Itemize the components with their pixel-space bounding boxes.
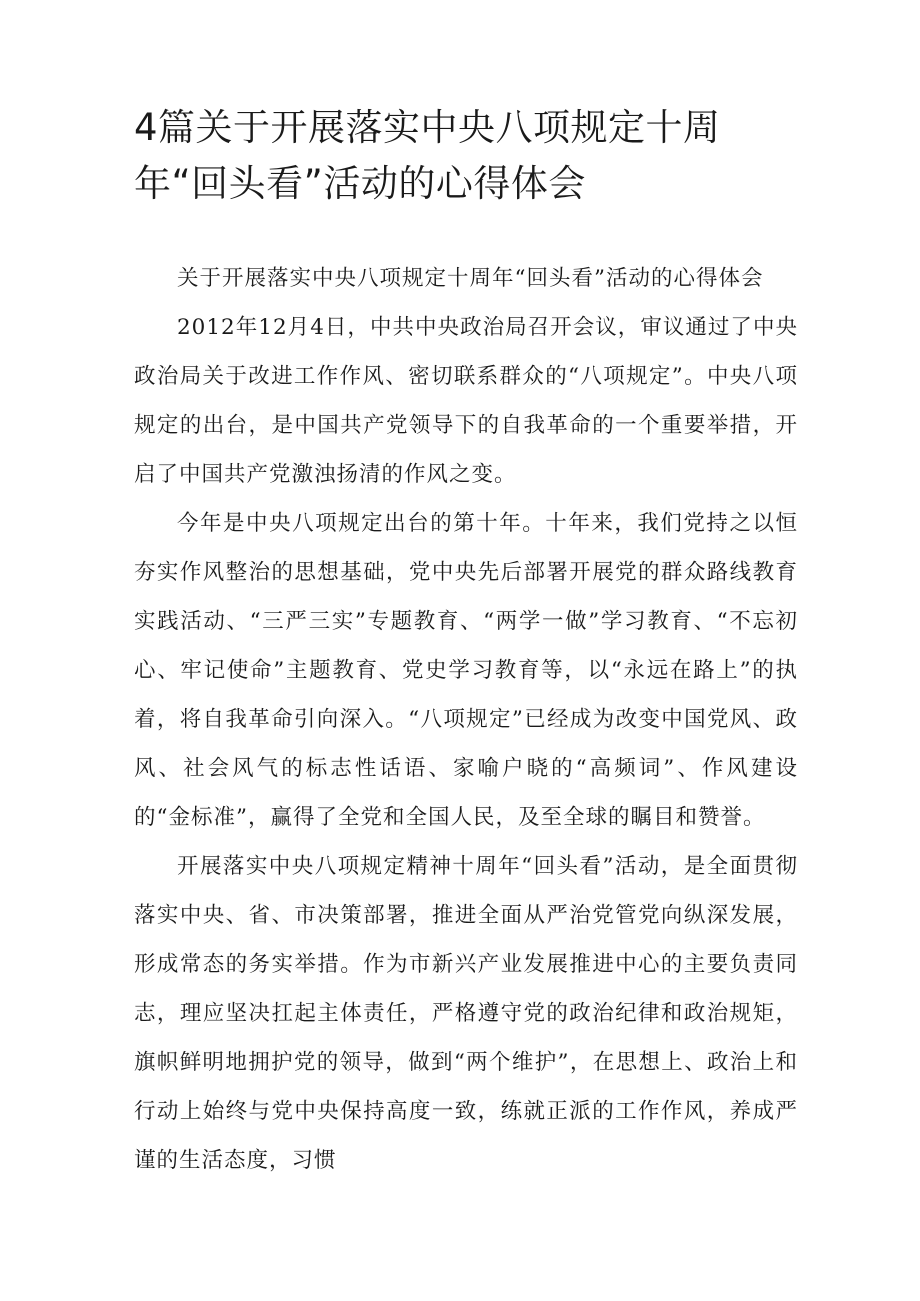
paragraph: 开展落实中央八项规定精神十周年“回头看”活动，是全面贯彻落实中央、省、市决策部署，推进全面从严治党管党向纵深发展，形成常态的务实举措。作为市新兴产业发展推进中心的主要负责同志，理应坚决扛起主体责任，严格遵守党的政治纪律和政治规矩，旗帜鲜明地拥护党的领导，做到“两个维护”，在思想上、政治上和行动上始终与党中央保持高度一致，练就正派的工作作风，养成严谨的生活态度，习惯 bbox=[134, 854, 798, 1173]
paragraph: 今年是中央八项规定出台的第十年。十年来，我们党持之以恒夯实作风整治的思想基础，党中央先后部署开展党的群众路线教育实践活动、“三严三实”专题教育、“两学一做”学习教育、“不忘初心、牢记使命”主题教育、党史学习教育等，以“永远在路上”的执着，将自我革命引向深入。“八项规定”已经成为改变中国党风、政风、社会风气的标志性话语、家喻户晓的“高频词”、作风建设的“金标准”，赢得了全党和全国人民，及至全球的瞩目和赞誉。 bbox=[134, 511, 798, 830]
document-body bbox=[134, 254, 798, 1185]
paragraph-subtitle: 关于开展落实中央八项规定十周年“回头看”活动的心得体会 bbox=[177, 266, 764, 291]
paragraph: 2012年12月4日，中共中央政治局召开会议，审议通过了中央政治局关于改进工作作风、密切联系群众的“八项规定”。中央八项规定的出台，是中国共产党领导下的自我革命的一个重要举措，开启了中国共产党激浊扬清的作风之变。 bbox=[134, 315, 798, 487]
document-title: 4篇关于开展落实中央八项规定十周年“回头看”活动的心得体会 bbox=[134, 106, 721, 205]
